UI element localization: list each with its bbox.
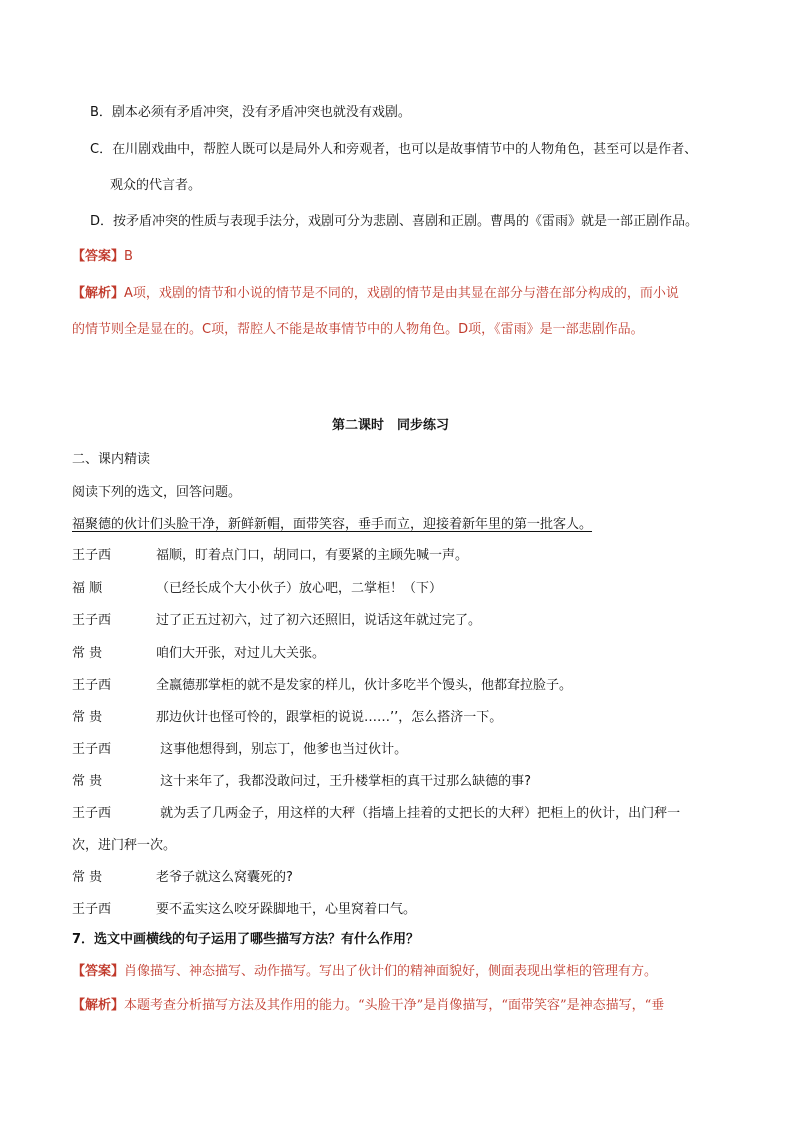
dialogue-continuation: 次，进门秤一次。 [72,838,177,853]
dialogue-line [72,611,481,631]
speech: 全嬴德那掌柜的就不是发家的样儿，伙计多吃半个馒头，他都耷拉脸子。 [156,678,573,693]
analysis-text: 本题考查分析描写方法及其作用的能力。 [124,998,359,1013]
answer-value: 肖像描写、神态描写、动作描写。写出了伙计们的精神面貌好，侧面表现出掌柜的管理有方。 [124,964,658,979]
speech: 福顺，盯着点门口，胡同口，有要紧的主顾先喊一声。 [156,548,469,563]
quote: “面带笑容” [501,998,567,1013]
speech: 这事他想得到，别忘丁，他爹也当过伙计。 [156,742,408,757]
quote: “垂 [644,998,665,1013]
speech: （已经长成个大小伙子）放心吧，二掌柜！（下） [156,581,443,596]
question-7: 7．选文中画横线的句子运用了哪些描写方法？有什么作用？ [72,932,420,947]
section-title: 第二课时 同步练习 [332,418,450,433]
instruction: 阅读下列的选文，回答问题。 [72,485,242,500]
underlined-sentence: 福聚德的伙计们头脸干净，新鲜新帽，面带笑容，垂手而立，迎接着新年里的第一批客人。 [72,517,593,532]
analysis-tag: 【解析】 [72,998,125,1013]
analysis-text: 是神态描写， [566,998,645,1013]
speech: 咱们大开张，对过儿大关张。 [156,646,326,661]
speaker: 常 贵 [72,710,103,725]
speaker: 王子西 [72,902,112,917]
dialogue-line [72,579,442,599]
speech: 老爷子就这么窝囊死的? [156,870,293,885]
dialogue-line [72,900,416,920]
option-c-line2: 观众的代言者。 [110,178,202,193]
answer-tag: 【答案】 [72,964,125,979]
speaker: 福 顺 [72,581,103,596]
analysis-text: 是肖像描写， [423,998,502,1013]
dialogue-line [72,740,407,760]
answer-value: B [124,249,133,264]
analysis-7 [72,996,664,1016]
answer-7 [72,962,657,982]
analysis-text: A项，戏剧的情节和小说的情节是不同的，戏剧的情节是由其显在部分与潜在部分构成的，而小说 [124,286,679,301]
dialogue-line [72,804,680,824]
speaker: 王子西 [72,806,112,821]
speaker: 常 贵 [72,646,103,661]
quote: “头脸干净” [358,998,424,1013]
option-d: D．按矛盾冲突的性质与表现手法分，戏剧可分为悲剧、喜剧和正剧。曹禺的《雷雨》就是一部正剧作品。 [90,214,699,229]
speaker: 王子西 [72,613,112,628]
speech: 过了正五过初六，过了初六还照旧，说话这年就过完了。 [156,613,482,628]
analysis-1-line2: 的情节则全是显在的。C项，帮腔人不能是故事情节中的人物角色。D项，《雷雨》是一部悲剧作品。 [72,322,644,337]
option-b: B．剧本必须有矛盾冲突，没有矛盾冲突也就没有戏剧。 [90,105,411,120]
option-c-line1: C．在川剧戏曲中，帮腔人既可以是局外人和旁观者，也可以是故事情节中的人物角色，甚至可以是作者、 [90,142,698,157]
answer-1 [72,247,133,267]
dialogue-line [72,644,325,664]
speech: 就为丢了几两金子，用这样的大秤（指墙上挂着的丈把长的大秤）把柜上的伙计，出门秤一 [156,806,681,821]
speech: 那边伙计也怪可怜的，跟掌柜的说说……’’，怎么搭济一下。 [156,710,503,725]
speaker: 王子西 [72,742,112,757]
speech: 这十来年了，我都没敢问过，王升楼掌柜的真干过那么缺德的事? [156,774,532,789]
dialogue-line [72,772,531,792]
dialogue-line [72,868,293,888]
speaker: 王子西 [72,548,112,563]
analysis-1-line1 [72,284,679,304]
analysis-tag: 【解析】 [72,286,125,301]
speaker: 常 贵 [72,870,103,885]
speaker: 常 贵 [72,774,103,789]
dialogue-line [72,676,572,696]
speaker: 王子西 [72,678,112,693]
answer-tag: 【答案】 [72,249,125,264]
part-heading: 二、课内精读 [72,452,151,467]
dialogue-line [72,708,502,728]
speech: 要不孟实这么咬牙跺脚地干，心里窝着口气。 [156,902,417,917]
dialogue-line [72,546,468,566]
